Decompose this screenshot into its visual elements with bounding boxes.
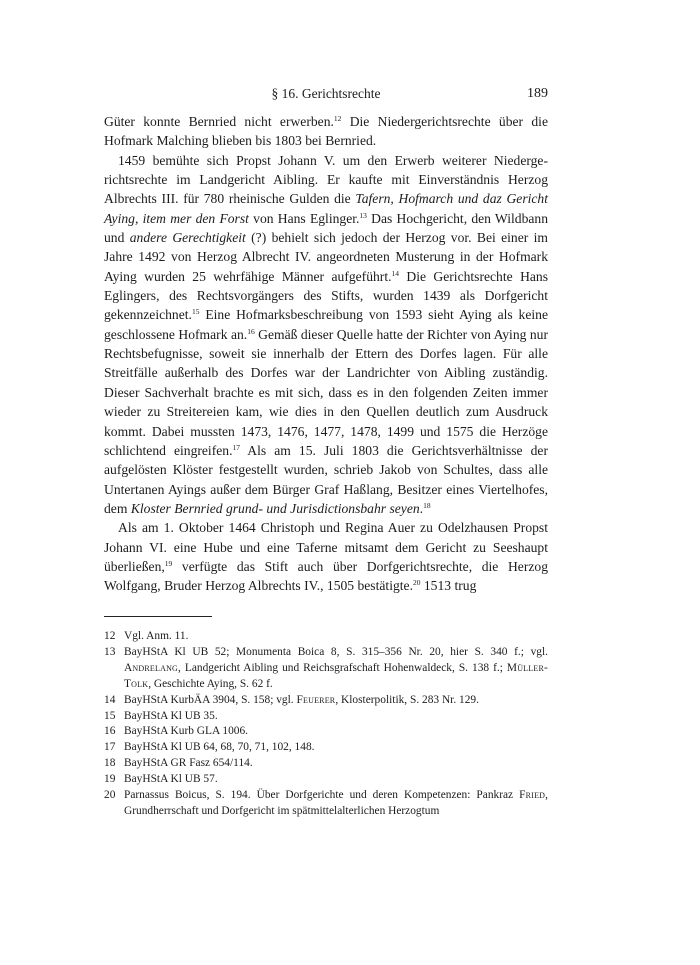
footnote-14: 14 BayHStA KurbÄA 3904, S. 158; vgl. Feuerer, Klosterpolitik, S. 283 Nr. 129.	[104, 693, 479, 706]
footnote-ref-13[interactable]: 13	[359, 210, 367, 220]
footnote-ref-18[interactable]: 18	[423, 500, 431, 510]
main-text	[104, 112, 548, 596]
paragraph-1: Güter konnte Bernried nicht erwerben.$^{12}$ Die Niedergerichtsrechte über die Hofmark Malching blieben bis 1803 bei Bernried.	[104, 114, 548, 149]
page-header	[104, 86, 548, 106]
footnote-ref-14[interactable]: 14	[391, 268, 399, 278]
footnote-20: 20 Parnassus Boicus, S. 194. Über Dorfgerichte und deren Kompetenzen: Pankraz Fried, Grundherrschaft und Dorfgericht im spätmittelalterlichen Herzogtum	[104, 789, 548, 817]
footnote-19: 19 BayHStA Kl UB 57.	[104, 773, 218, 786]
footnote-13: 13 BayHStA Kl UB 52; Monumenta Boica 8, S. 315–356 Nr. 20, hier S. 340 f.; vgl. Andrelang, Landgericht Aibling und Reichsgrafschaft Hohenwaldeck, S. 138 f.; Müller-Tolk, Geschichte Aying, S. 62 f.	[104, 645, 548, 690]
footnote-16: 16 BayHStA Kurb GLA 1006.	[104, 725, 249, 738]
footnote-ref-17[interactable]: 17	[232, 442, 240, 452]
footnote-17: 17 BayHStA Kl UB 64, 68, 70, 71, 102, 148.	[104, 741, 315, 754]
paragraph-3: Als am 1. Oktober 1464 Christoph und Regina Auer zu Odelzhausen Propst Johann VI. eine Hube und eine Taferne mitsamt dem Gericht zu Seeshaupt überließen,$^{19}$ verfügte das Stift auch über Dorfgerichtsrechte, die Herzog Wolfgang, Bruder Herzog Albrechts IV., 1505 bestätigte.$^{20}$ 1513 trug	[104, 520, 548, 594]
page-number: 189	[527, 86, 548, 101]
footnote-divider	[104, 616, 212, 617]
running-head: § 16. Gerichtsrechte	[271, 86, 381, 101]
footnote-18: 18 BayHStA GR Fasz 654/114.	[104, 757, 253, 770]
footnote-12: 12 Vgl. Anm. 11.	[104, 630, 189, 642]
footnote-ref-16[interactable]: 16	[247, 326, 255, 336]
footnote-ref-20[interactable]: 20	[412, 578, 421, 588]
footnote-ref-12[interactable]: 12	[333, 114, 342, 123]
paragraph-2: 1459 bemühte sich Propst Johann V. um den Erwerb weiterer Niedergerichtsrechte im Landgericht Aibling. Er kaufte mit Einverständnis Herzog Albrechts III. für 780 rheinische Gulden die Tafern, Hofmarch und daz Gericht Aying, item mer den Forst von Hans Eglinger.$^{13}$ Das Hochgericht, den Wildbann und andere Gerechtigkeit (?) behielt sich jedoch der Herzog vor. Bei einer im Jahre 1492 von Herzog Albrecht IV. angeordneten Musterung in der Hofmark Aying wurden 25 wehrfähige Männer aufgeführt.$^{14}$ Die Gerichtsrechte Hans Eglingers, des Rechtsvorgängers des Stifts, wurden 1439 als Dorfgericht gekennzeichnet.$^{15}$ Eine Hofmarksbeschreibung von 1593 sieht Aying als keine geschlossene Hofmark an.$^{16}$ Gemäß dieser Quelle hatte der Richter von Aying nur Rechtsbefugnisse, soweit sie innerhalb der Ettern des Dorfes lagen. Für alle Streitfälle außerhalb des Dorfes war der Landrichter von Aibling zuständig. Dieser Sachverhalt brachte es mit sich, dass es in den folgenden Zeiten immer wieder zu Streitereien kam, wie dies in den Quellen deutlich zum Ausdruck kommt. Dabei mussten 1473, 1476, 1477, 1478, 1499 und 1575 die Herzöge schlichtend eingreifen.$^{17}$ Als am 15. Juli 1803 die Gerichtsverhältnisse der aufgelösten Klöster festgestellt wurden, schrieb Jakob von Schultes, dass alle Untertanen Ayings außer dem Bürger Graf Haßlang, Besitzer eines Viertelhofes, dem Kloster Bernried grund- und Jurisdictionsbahr seyen.$^{18}$	[104, 152, 549, 516]
footnote-ref-19[interactable]: 19	[164, 558, 173, 568]
footnote-ref-15[interactable]: 15	[191, 307, 200, 317]
footnote-15: 15 BayHStA Kl UB 35.	[104, 709, 218, 722]
footnotes	[104, 629, 548, 820]
